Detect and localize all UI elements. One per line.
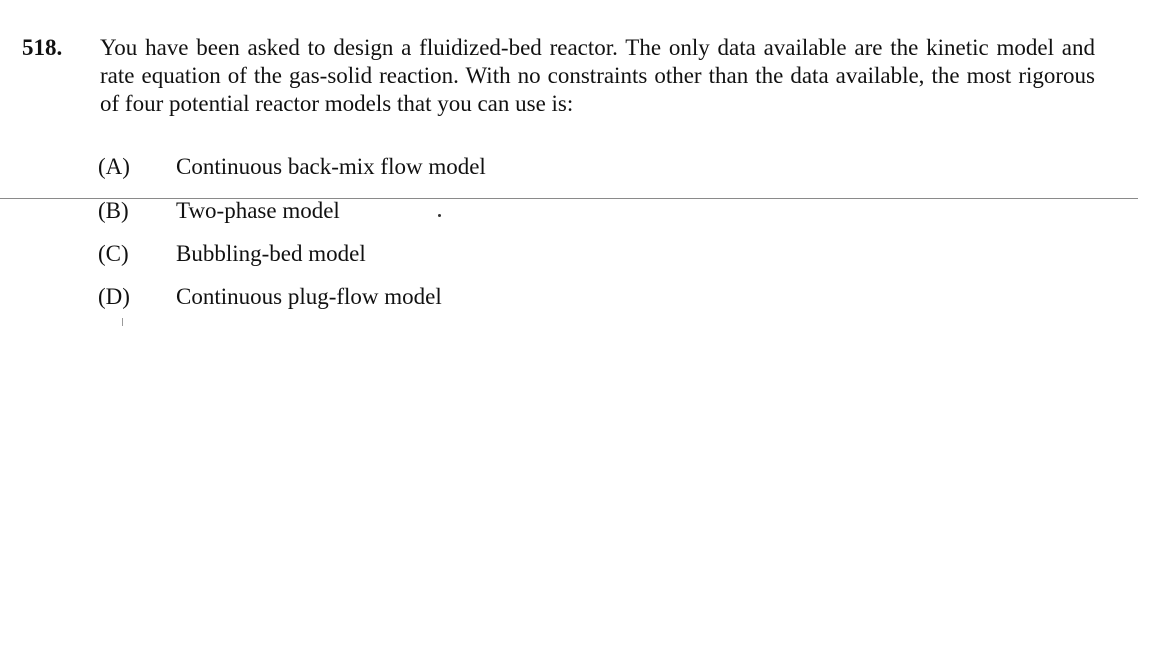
option-a-text: Continuous back-mix flow model — [176, 154, 486, 179]
option-b-text: Two-phase model — [176, 198, 340, 223]
question-number: 518. — [22, 35, 63, 60]
option-d-text: Continuous plug-flow model — [176, 284, 442, 309]
scan-speck — [438, 214, 441, 217]
option-d — [98, 283, 442, 311]
option-a-letter: (A) — [98, 154, 130, 179]
option-c-letter: (C) — [98, 241, 129, 266]
option-b — [98, 197, 340, 225]
option-c — [98, 240, 366, 268]
option-b-letter: (B) — [98, 198, 129, 223]
scan-speck — [122, 318, 123, 326]
option-d-letter: (D) — [98, 284, 130, 309]
question-text: You have been asked to design a fluidized-bed reactor. The only data available are the kinetic model and rate equation of the gas-solid reaction. With no constraints other than the data available, the most rigorous of four potential reactor models that you can use is: — [100, 35, 1095, 116]
option-c-text: Bubbling-bed model — [176, 241, 366, 266]
option-a — [98, 153, 486, 181]
